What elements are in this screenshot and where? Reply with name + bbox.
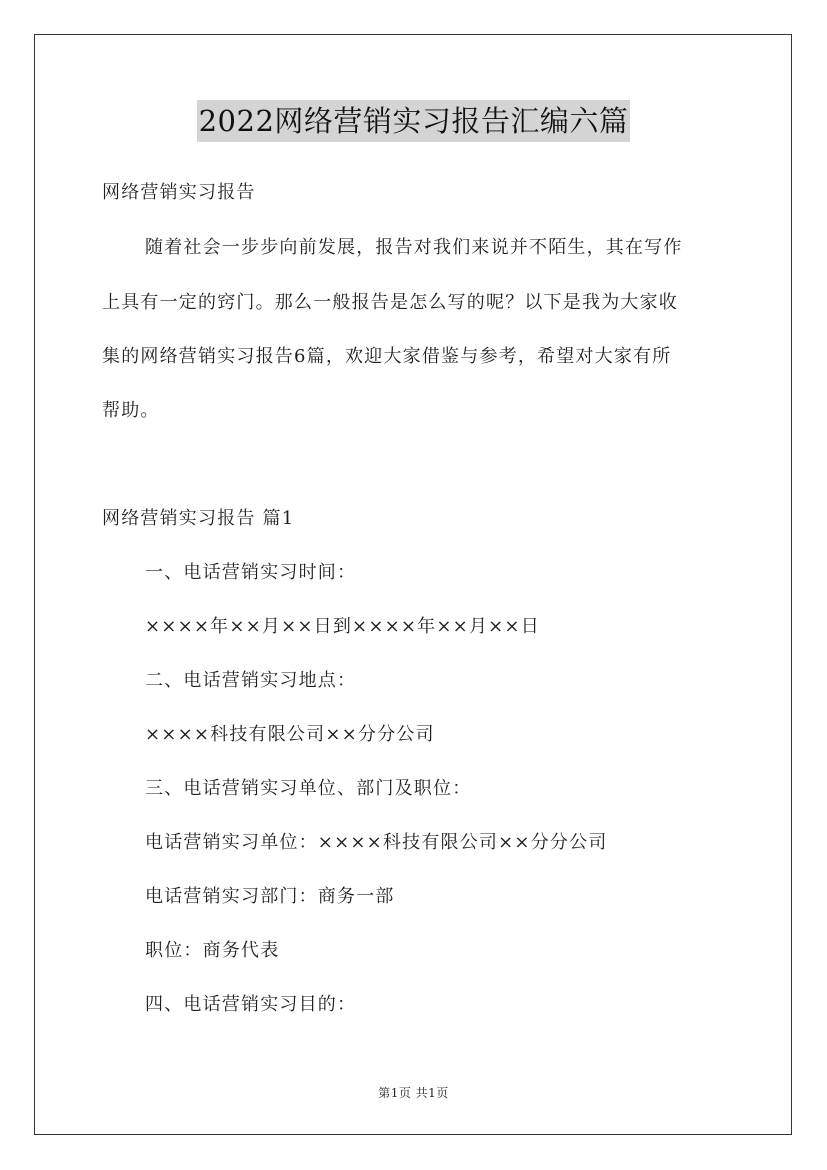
document-subtitle: 网络营销实习报告 <box>102 182 256 203</box>
page-footer: 第1页 共1页 <box>378 1086 449 1100</box>
list-item: ××××年××月××日到××××年××月××日 <box>145 616 540 637</box>
title-container <box>0 100 827 142</box>
list-item: ××××科技有限公司××分分公司 <box>145 724 435 745</box>
section-heading: 网络营销实习报告 篇1 <box>102 508 295 529</box>
list-item: 四、电话营销实习目的： <box>145 994 357 1015</box>
intro-line-3: 集的网络营销实习报告6篇，欢迎大家借鉴与参考，希望对大家有所 <box>102 346 672 367</box>
intro-line-1: 随着社会一步步向前发展，报告对我们来说并不陌生，其在写作 <box>145 237 683 258</box>
document-title: 2022网络营销实习报告汇编六篇 <box>197 100 631 142</box>
list-item: 一、电话营销实习时间： <box>145 562 357 583</box>
list-item: 职位：商务代表 <box>145 940 280 961</box>
list-item: 三、电话营销实习单位、部门及职位： <box>145 778 472 799</box>
list-item: 电话营销实习单位：××××科技有限公司××分分公司 <box>145 832 608 853</box>
intro-line-4: 帮助。 <box>102 400 160 421</box>
list-item: 二、电话营销实习地点： <box>145 670 357 691</box>
intro-line-2: 上具有一定的窍门。那么一般报告是怎么写的呢？以下是我为大家收 <box>102 292 678 313</box>
list-item: 电话营销实习部门：商务一部 <box>145 886 395 907</box>
